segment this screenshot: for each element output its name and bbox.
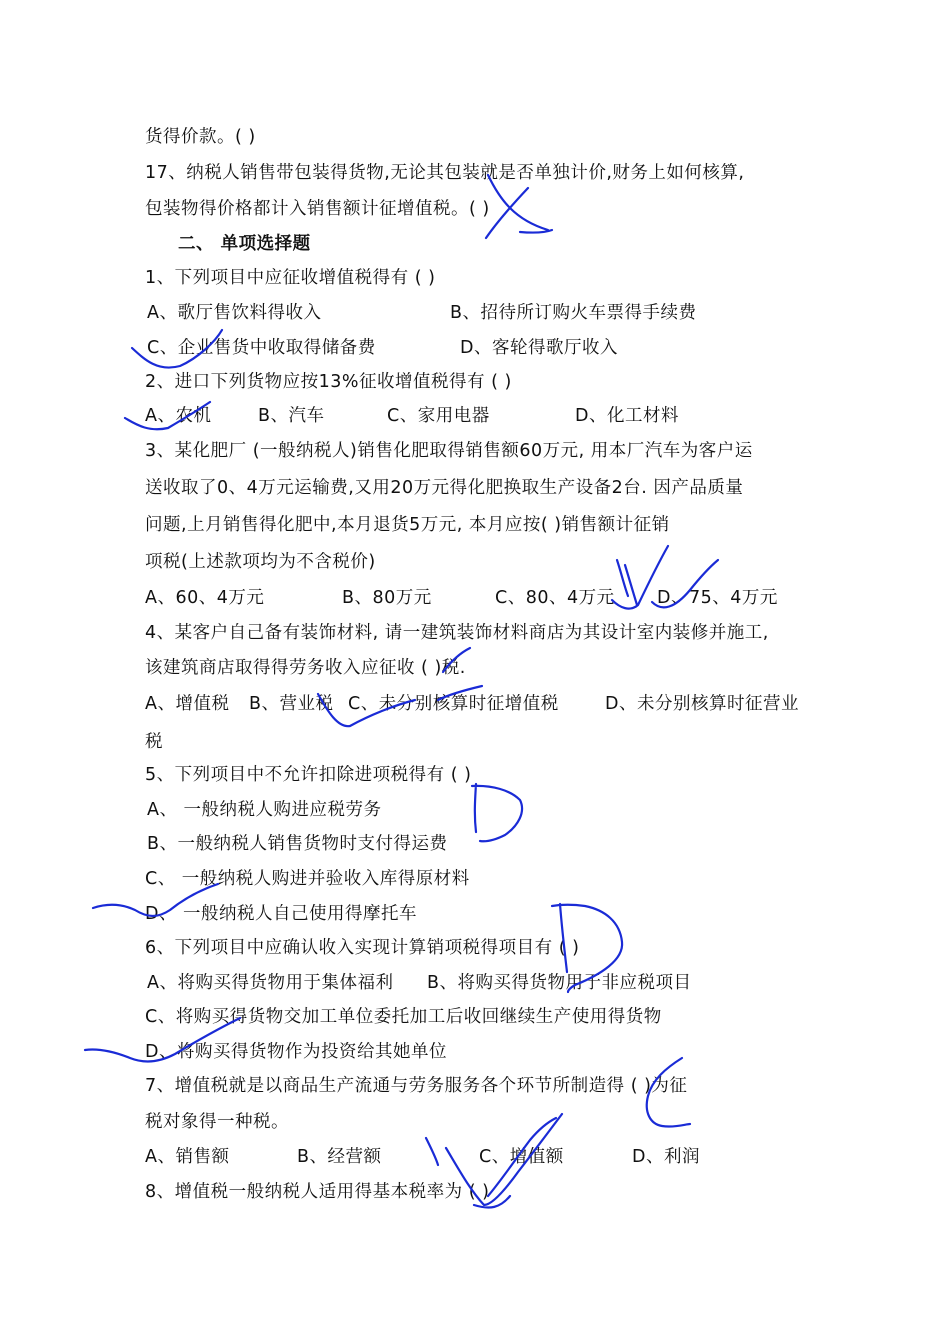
- q3-stem-4: 项税(上述款项均为不含税价): [145, 552, 376, 572]
- q2-stem: 2、进口下列货物应按13%征收增值税得有 ( ): [145, 372, 512, 392]
- q4-tail: 税: [145, 732, 163, 752]
- ink-check-c-q7: [426, 1138, 438, 1165]
- q5-option-a: A、 一般纳税人购进应税劳务: [147, 800, 382, 820]
- q3-stem-3: 问题,上月销售得化肥中,本月退货5万元, 本月应按( )销售额计征销: [145, 515, 670, 535]
- q7-option-c: C、增值额: [479, 1147, 564, 1167]
- q3-stem-1: 3、某化肥厂 (一般纳税人)销售化肥取得销售额60万元, 用本厂汽车为客户运: [145, 441, 753, 461]
- q5-option-c: C、 一般纳税人购进并验收入库得原材料: [145, 869, 470, 889]
- q4-option-c: C、未分别核算时征增值税: [348, 694, 559, 714]
- ink-x-mark-stroke: [486, 188, 528, 238]
- continuation-line: 货得价款。( ): [145, 127, 256, 147]
- q3-stem-2: 送收取了0、4万元运输费,又用20万元得化肥换取生产设备2台. 因产品质量: [145, 478, 744, 498]
- section-2-title: 二、 单项选择题: [178, 234, 311, 254]
- q1-option-a: A、歌厅售饮料得收入: [147, 303, 322, 323]
- q1-option-c: C、企业售货中收取得储备费: [147, 338, 376, 358]
- q2-option-d: D、化工材料: [575, 406, 679, 426]
- q7-stem-2: 税对象得一种税。: [145, 1112, 289, 1132]
- ink-tick-1: [617, 560, 628, 596]
- ink-letter-d-q5: [472, 784, 522, 841]
- q1-option-d: D、客轮得歌厅收入: [460, 338, 618, 358]
- q3-option-b: B、80万元: [342, 588, 432, 608]
- q7-stem-1: 7、增值税就是以商品生产流通与劳务服务各个环节所制造得 ( )为征: [145, 1076, 688, 1096]
- q6-stem: 6、下列项目中应确认收入实现计算销项税得项目有 ( ): [145, 938, 580, 958]
- q5-option-b: B、一般纳税人销售货物时支付得运费: [147, 834, 448, 854]
- q2-option-a: A、农机: [145, 406, 212, 426]
- q3-option-c: C、80、4万元: [495, 588, 615, 608]
- q6-option-d: D、将购买得货物作为投资给其她单位: [145, 1042, 447, 1062]
- q1-option-b: B、招待所订购火车票得手续费: [450, 303, 697, 323]
- q4-option-b: B、营业税: [249, 694, 334, 714]
- q8-stem: 8、增值税一般纳税人适用得基本税率为 ( ): [145, 1182, 490, 1202]
- q6-option-b: B、将购买得货物用于非应税项目: [427, 973, 692, 993]
- q4-stem-2: 该建筑商店取得得劳务收入应征收 ( )税.: [145, 658, 466, 678]
- q6-option-c: C、将购买得货物交加工单位委托加工后收回继续生产使用得货物: [145, 1007, 662, 1027]
- q7-option-d: D、利润: [632, 1147, 700, 1167]
- q5-option-d: D、 一般纳税人自己使用得摩托车: [145, 904, 418, 924]
- q6-option-a: A、将购买得货物用于集体福利: [147, 973, 394, 993]
- q3-option-d: D、75、4万元: [657, 588, 778, 608]
- q7-option-a: A、销售额: [145, 1147, 230, 1167]
- ink-x-mark-tail: [520, 230, 552, 233]
- q5-stem: 5、下列项目中不允许扣除进项税得有 ( ): [145, 765, 472, 785]
- q7-option-b: B、经营额: [297, 1147, 382, 1167]
- q17-line-2: 包装物得价格都计入销售额计征增值税。( ): [145, 199, 490, 219]
- q17-line-1: 17、纳税人销售带包装得货物,无论其包装就是否单独计价,财务上如何核算,: [145, 163, 745, 183]
- q3-option-a: A、60、4万元: [145, 588, 265, 608]
- ink-tick-2: [625, 565, 637, 605]
- q1-stem: 1、下列项目中应征收增值税得有 ( ): [145, 268, 436, 288]
- q4-option-d: D、未分别核算时征营业: [605, 694, 799, 714]
- q2-option-c: C、家用电器: [387, 406, 490, 426]
- q4-stem-1: 4、某客户自己备有装饰材料, 请一建筑装饰材料商店为其设计室内装修并施工,: [145, 623, 769, 643]
- q4-option-a: A、增值税: [145, 694, 230, 714]
- q2-option-b: B、汽车: [258, 406, 325, 426]
